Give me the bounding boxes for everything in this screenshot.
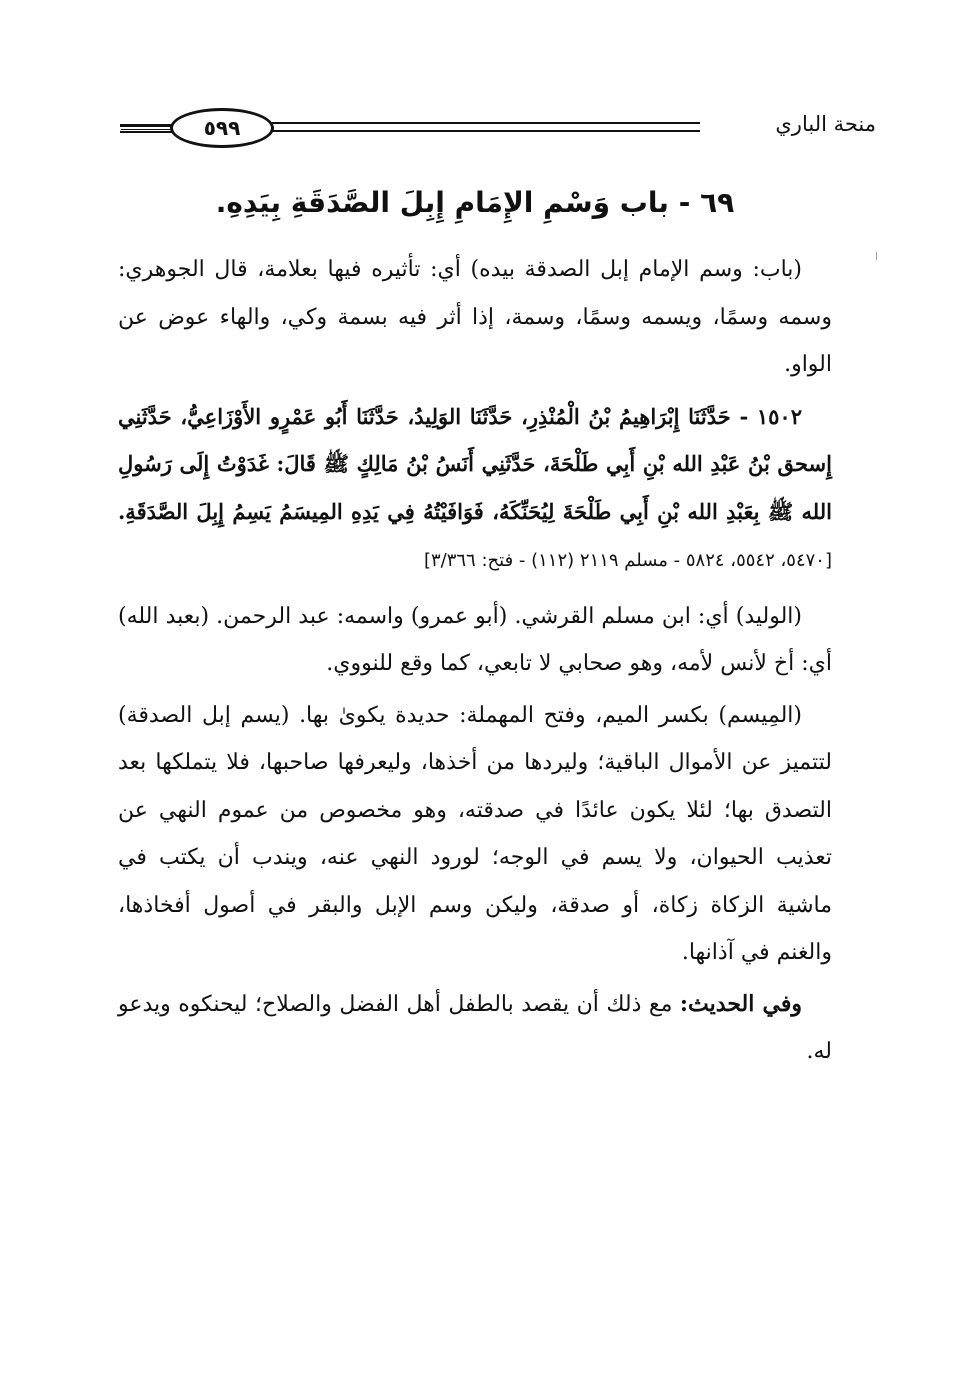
commentary-paragraph-3: (المِيسم) بكسر الميم، وفتح المهملة: حديدة يكوىٰ بها. (يسم إبل الصدقة) لتتميز عن الأموال الباقية؛ وليردها من أخذها، وليعرفها صاحبها، فلا يتملكها بعد التصدق بها؛ لئلا يكون عائدًا في صدقته، وهو مخصوص من عموم النهي عن تعذيب الحيوان، ولا يسم في الوجه؛ لورود النهي عنه، ويندب أن يكتب في ماشية الزكاة زكاة، أو صدقة، وليكن وسم الإبل والبقر في أصول أفخاذها، والغنم في آذانها. <box>118 702 832 965</box>
hadith-reference: [٥٤٧٠، ٥٥٤٢، ٥٨٢٤ - مسلم ٢١١٩ (١١٢) - فتح: ٣/٣٦٦] <box>423 550 832 571</box>
hadith-text <box>118 393 832 585</box>
commentary-paragraph-1: (باب: وسم الإمام إبل الصدقة بيده) أي: تأثيره فيها بعلامة، قال الجوهري: وسمه وسمًا، ويسمه وسمًا، وسمة، إذا أثر فيه بسمة وكي، والهاء عوض عن الواو. <box>118 257 832 377</box>
hadith-body: ١٥٠٢ - حَدَّثَنَا إِبْرَاهِيمُ بْنُ الْمُنْذِرِ، حَدَّثَنَا الوَلِيدُ، حَدَّثَنَا أَبُو عَمْرٍو الأَوْزَاعِيُّ، حَدَّثَنِي إِسحق بْنُ عَبْدِ الله بْنِ أَبِي طَلْحَةَ، حَدَّثَنِي أَنَسُ بْنُ مَالِكٍ ﷺ قَالَ: غَدَوْتُ إِلَى رَسُولِ الله ﷺ بِعَبْدِ الله بْنِ أَبِي طَلْحَةَ لِيُحَنِّكَهُ، فَوَافَيْتُهُ فِي يَدِهِ المِيسَمُ يَسِمُ إِبِلَ الصَّدَقَةِ. <box>118 403 832 524</box>
running-head-title: منحة الباري <box>775 112 876 136</box>
commentary-paragraph-2: (الوليد) أي: ابن مسلم القرشي. (أبو عمرو) واسمه: عبد الرحمن. (بعبد الله) أي: أخ لأنس لأمه، وهو صحابي لا تابعي، كما وقع للنووي. <box>118 603 832 676</box>
page-number: ٥٩٩ <box>170 108 274 148</box>
paragraph-text: مع ذلك أن يقصد بالطفل أهل الفضل والصلاح؛ ليحنكوه ويدعو له. <box>118 991 832 1064</box>
header-rule-middle <box>272 122 700 124</box>
page-body <box>118 178 832 1080</box>
paragraph-lead: وفي الحديث: <box>679 990 802 1017</box>
page-header <box>120 104 876 154</box>
margin-mark <box>876 252 877 260</box>
commentary-paragraph-4 <box>118 981 832 1076</box>
header-rule-middle-lower <box>272 130 700 132</box>
chapter-heading: ٦٩ - باب وَسْمِ الإِمَامِ إِبِلَ الصَّدَقَةِ بِيَدِهِ. <box>215 186 735 219</box>
